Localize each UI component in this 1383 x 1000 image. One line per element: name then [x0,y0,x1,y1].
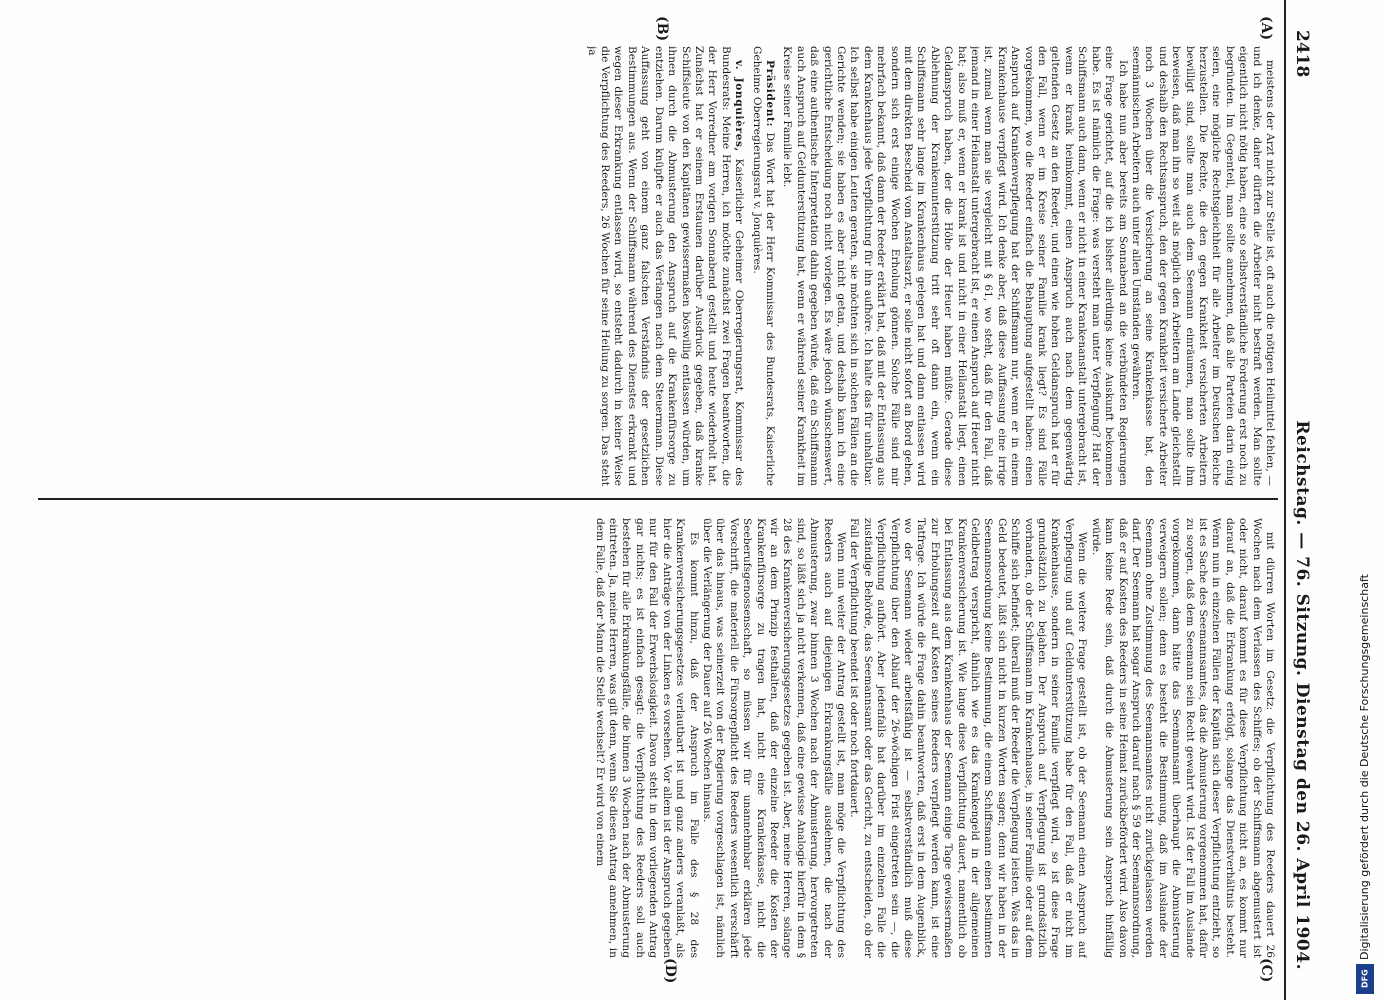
dfg-logo: DFG [1356,964,1374,994]
speech-text: Das Wort hat der Herr Kommissar des Bundesrats, Kaiserliche Geheime Oberregierungsrat v. Jonquières. [750,46,776,486]
speaker-label: Präsident: [763,60,776,128]
margin-marker-b: (B) [654,16,670,42]
margin-marker-d: (D) [662,958,678,984]
page-number: 2418 [1292,30,1312,78]
paragraph: mit dürren Worten im Gesetz: die Verpflichtung des Reeders dauert 26 Wochen nach dem Verlassen des Schiffes; ob der Schiffsmann abgemustert ist oder nicht, darauf kommt es für diese Verpflichtung nicht an, es kommt nur darauf an, daß die Erkrankung erfolgt, solange das Dienstverhältnis besteht. Wenn nun in einzelnen Fällen der Kapitän sich dieser Verpflichtung entzieht, so ist es Sache des Seemannsamtes, das die Abmusterung vorgenommen hat, dafür zu sorgen, daß dem Seemann sein Recht gewahrt wird. Ist der Fall im Auslande vorgekommen, dann hätte das Seemannsamt überhaupt die Abmusterung verweigern sollen; denn es besteht die Bestimmung, daß im Auslande der Seemann ohne Zustimmung des Seemannsamtes nicht zurückgelassen werden darf. Der Seemann hat sogar Anspruch darauf nach § 59 der Seemannsordnung, daß er auf Kosten des Reeders in seine Heimat zurückbefördert wird. Also davon kann keine Rede sein, daß durch die Abmusterung sein Anspruch hinfällig würde. [1089,518,1276,958]
left-column [36,46,1276,486]
running-title: Reichstag. — 76. Sitzung. Dienstag den 26. April 1904. [1292,420,1312,970]
page-header [1284,0,1318,1000]
margin-marker-c: (C) [1258,958,1274,983]
rotated-page [18,0,1318,1000]
column-divider [38,498,1278,500]
right-column [36,518,1276,958]
paragraph: Wenn die weitere Frage gestellt ist, ob der Seemann einen Anspruch auf Verpflegung und auf Geldunterstützung habe für den Fall, daß er nicht im Krankenhause, sondern in seiner Familie verpflegt wird, so ist diese Frage grundsätzlich zu bejahen. Der Anspruch auf Verpflegung ist grundsätzlich vorhanden, ob der Schiffsmann im Krankenhause, in seiner Familie oder auf dem Schiffe sich befindet; überall muß der Reeder die Verpflegung leisten. Was das in Geld bedeutet, läßt sich nicht in kurzen Worten sagen; denn wir haben in der Seemannsordnung keine Bestimmung, die einem Schiffsmann einen bestimmten Geldbetrag verspricht, ähnlich wie es das Krankengeld in der allgemeinen Krankenversicherung ist. Wie lange diese Verpflichtung dauert, namentlich ob bei Entlassung aus dem Krankenhaus der Seemann einige Tage gewissermaßen zur Erholungszeit auf Kosten seines Reeders verpflegt werden kann, ist eine Tatfrage. Ich würde die Frage dahin beantworten, daß erst in dem Augenblick, wo der Seemann wieder arbeitsfähig ist — selbstverständlich muß diese Verpflichtung über den Ablauf der 26-wöchigen Frist eingetreten sein —, die Verpflichtung aufhört. Aber jedenfalls hat darüber im einzelnen Falle die zuständige Behörde, das Seemannsamt oder das Gericht, zu entscheiden, ob der Fall der Verpflichtung beendet ist oder noch fortdauert. [848,518,1089,958]
speaker-title: Kaiserlicher Geheimer Oberregierungsrat, Kommissar des Bundesrats: [719,46,746,486]
digitization-footer [1352,0,1380,1000]
speaker-label: v. Jonquières, [733,60,746,152]
paragraph: Wenn nun weiter der Antrag gestellt ist, man möge die Verpflichtung des Reeders auch auf diejenigen Erkrankungsfälle ausdehnen, die nach der Abmusterung, zwar binnen 3 Wochen nach der Abmusterung, hervorgetreten sind, so läßt sich ja nicht verkennen, daß eine gewisse Analogie hierfür in dem § 28 des Krankenversicherungsgesetzes gegeben ist. Aber, meine Herren, solange wir an dem Prinzip festhalten, daß der einzelne Reeder die Kosten der Krankenfürsorge zu tragen hat, nicht eine Krankenkasse, nicht die Seeberufsgenossenschaft, so müssen wir für unannehmbar erklären jede Vorschrift, die materiell die Fürsorgepflicht des Reeders wesentlich verschärft über das hinaus, was seinerzeit von der Regierung vorgeschlagen ist, nämlich über die Verlängerung der Dauer auf 26 Wochen hinaus. [700,518,847,958]
commissioner-speech [584,46,745,486]
margin-marker-a: (A) [1258,16,1274,41]
president-speech [749,46,776,486]
digitization-notice: Digitalisierung gefördert durch die Deutsche Forschungsgemeinschaft [1358,574,1371,960]
paragraph: Es kommt hinzu, daß der Anspruch im Falle des § 28 des Krankenversicherungsgesetzes verlautbart ist und ganz anders veranlaßt, als hier die Anträge von der Linken es vorsehen. Vor allem ist der Anspruch gegeben nur für den Fall der Erwerbslosigkeit. Davon steht in dem vorliegenden Antrag gar nichts; es ist einfach gesagt: die Verpflichtung des Reeders soll auch bestehen für alle Erkrankungsfälle, die binnen 3 Wochen nach der Abmusterung eintreten. Ja, meine Herren, was gilt denn, wenn Sie diesen Antrag annehmen, in dem Falle, daß der Mann die Stelle wechselt? Er wird von einem [593,518,700,958]
paragraph: meistens der Arzt nicht zur Stelle ist, oft auch die nötigen Heilmittel fehlen, — und ich denke, daher dürften die Arbeiter nicht bestraft werden. Man sollte eigentlich nicht nötig haben, eine so selbstverständliche Forderung erst noch zu begründen. Im Gegenteil, man sollte annehmen, daß alle Parteien darin einig seien, eine mögliche Rechtsgleichheit für alle Arbeiter im Deutschen Reiche herzustellen. Die Rechte, die den gegen Krankheit versicherten Arbeitern bewilligt sind, sollte man auch dem Seemann einräumen, man sollte ihm beweisen, daß man ihn so weit als möglich den Arbeitern am Lande gleichstellt und deshalb den Rechtsanspruch, den der gegen Krankheit versicherte Arbeiter noch 3 Wochen über die Versicherung an seine Krankenkasse hat, den seemännischen Arbeitern auch unter allen Umständen gewähren. [1129,46,1276,486]
speech-text: Meine Herren, ich möchte zunächst zwei Fragen beantworten, die der Herr Vorredner am vorigen Sonnabend gestellt und heute wiederholt hat. Zunächst hat er seinem Erstaunen darüber Ausdruck gegeben, daß kranke Schiffsleute von den Kapitänen gewissermaßen böswillig entlassen würden, um ihnen durch die Abmusterung den Anspruch auf die Krankenfürsorge zu entziehen. Darum knüpfte er auch das Verlangen nach dem Steuermann. Diese Auffassung geht von einem ganz falschen Verständnis der gesetzlichen Bestimmungen aus. Wenn der Schiffsmann während des Dienstes erkrankt und wegen dieser Erkrankung entlassen wird, so entsteht dadurch in keiner Weise die Verpflichtung des Reeders, 26 Wochen für seine Heilung zu sorgen. Das steht ja [585,46,732,486]
paragraph: Ich habe nun aber bereits am Sonnabend an die verbündeten Regierungen eine Frage gerichtet, auf die ich bisher allerdings keine Auskunft bekommen habe. Es ist nämlich die Frage: was versteht man unter Verpflegung? Hat der Schiffsmann auch dann, wenn er nicht in einer Krankenanstalt untergebracht ist, wenn er krank heimkommt, einen Anspruch auch nach dem gegenwärtig geltenden Gesetz an den Reeder, und einen wie hohen Geldanspruch hat er für den Fall, wenn er im Kreise seiner Familie krank liegt? Es sind Fälle vorgekommen, wo die Reeder einfach die Behauptung aufgestellt haben: einen Anspruch auf Krankenverpflegung hat der Schiffsmann nur, wenn er in einem Krankenhause verpflegt wird. Ich denke aber, daß diese Auffassung eine irrige ist, zumal wenn man sie vergleicht mit § 61, wo steht, daß für den Fall, daß jemand in einer Heilanstalt untergebracht ist, er einen Anspruch auf Heuer nicht hat; also muß er, wenn er krank ist und nicht in einer Heilanstalt liegt, einen Geldanspruch haben, der die Höhe der Heuer haben müßte. Gerade diese Ablehnung der Krankenunterstützung tritt sehr oft dann ein, wenn ein Schiffsmann sehr lange im Krankenhaus gelegen hat und dann entlassen wird mit dem direkten Bescheid vom Anstaltsarzt, er solle nicht sofort an Bord gehen, sondern sich erst einige Wochen Erholung gönnen. Solche Fälle sind mir mehrfach bekannt, daß dann der Reeder erklärt hat, daß mit der Entlassung aus dem Krankenhaus jede Verpflichtung für ihn aufhöre. Ich halte das für unhaltbar. Ich selbst habe einigen Leuten geraten, sie möchten sich in solchen Fällen an die Gerichte wenden; sie haben es aber nicht getan, und deshalb kann ich eine gerichtliche Entscheidung noch nicht vorlegen. Es wäre jedoch wünschenswert, daß eine authentische Interpretation dahin gegeben würde, daß ein Schiffsmann auch Anspruch auf Geldunterstützung hat, wenn er während seiner Krankheit im Kreise seiner Familie lebt. [781,46,1129,486]
